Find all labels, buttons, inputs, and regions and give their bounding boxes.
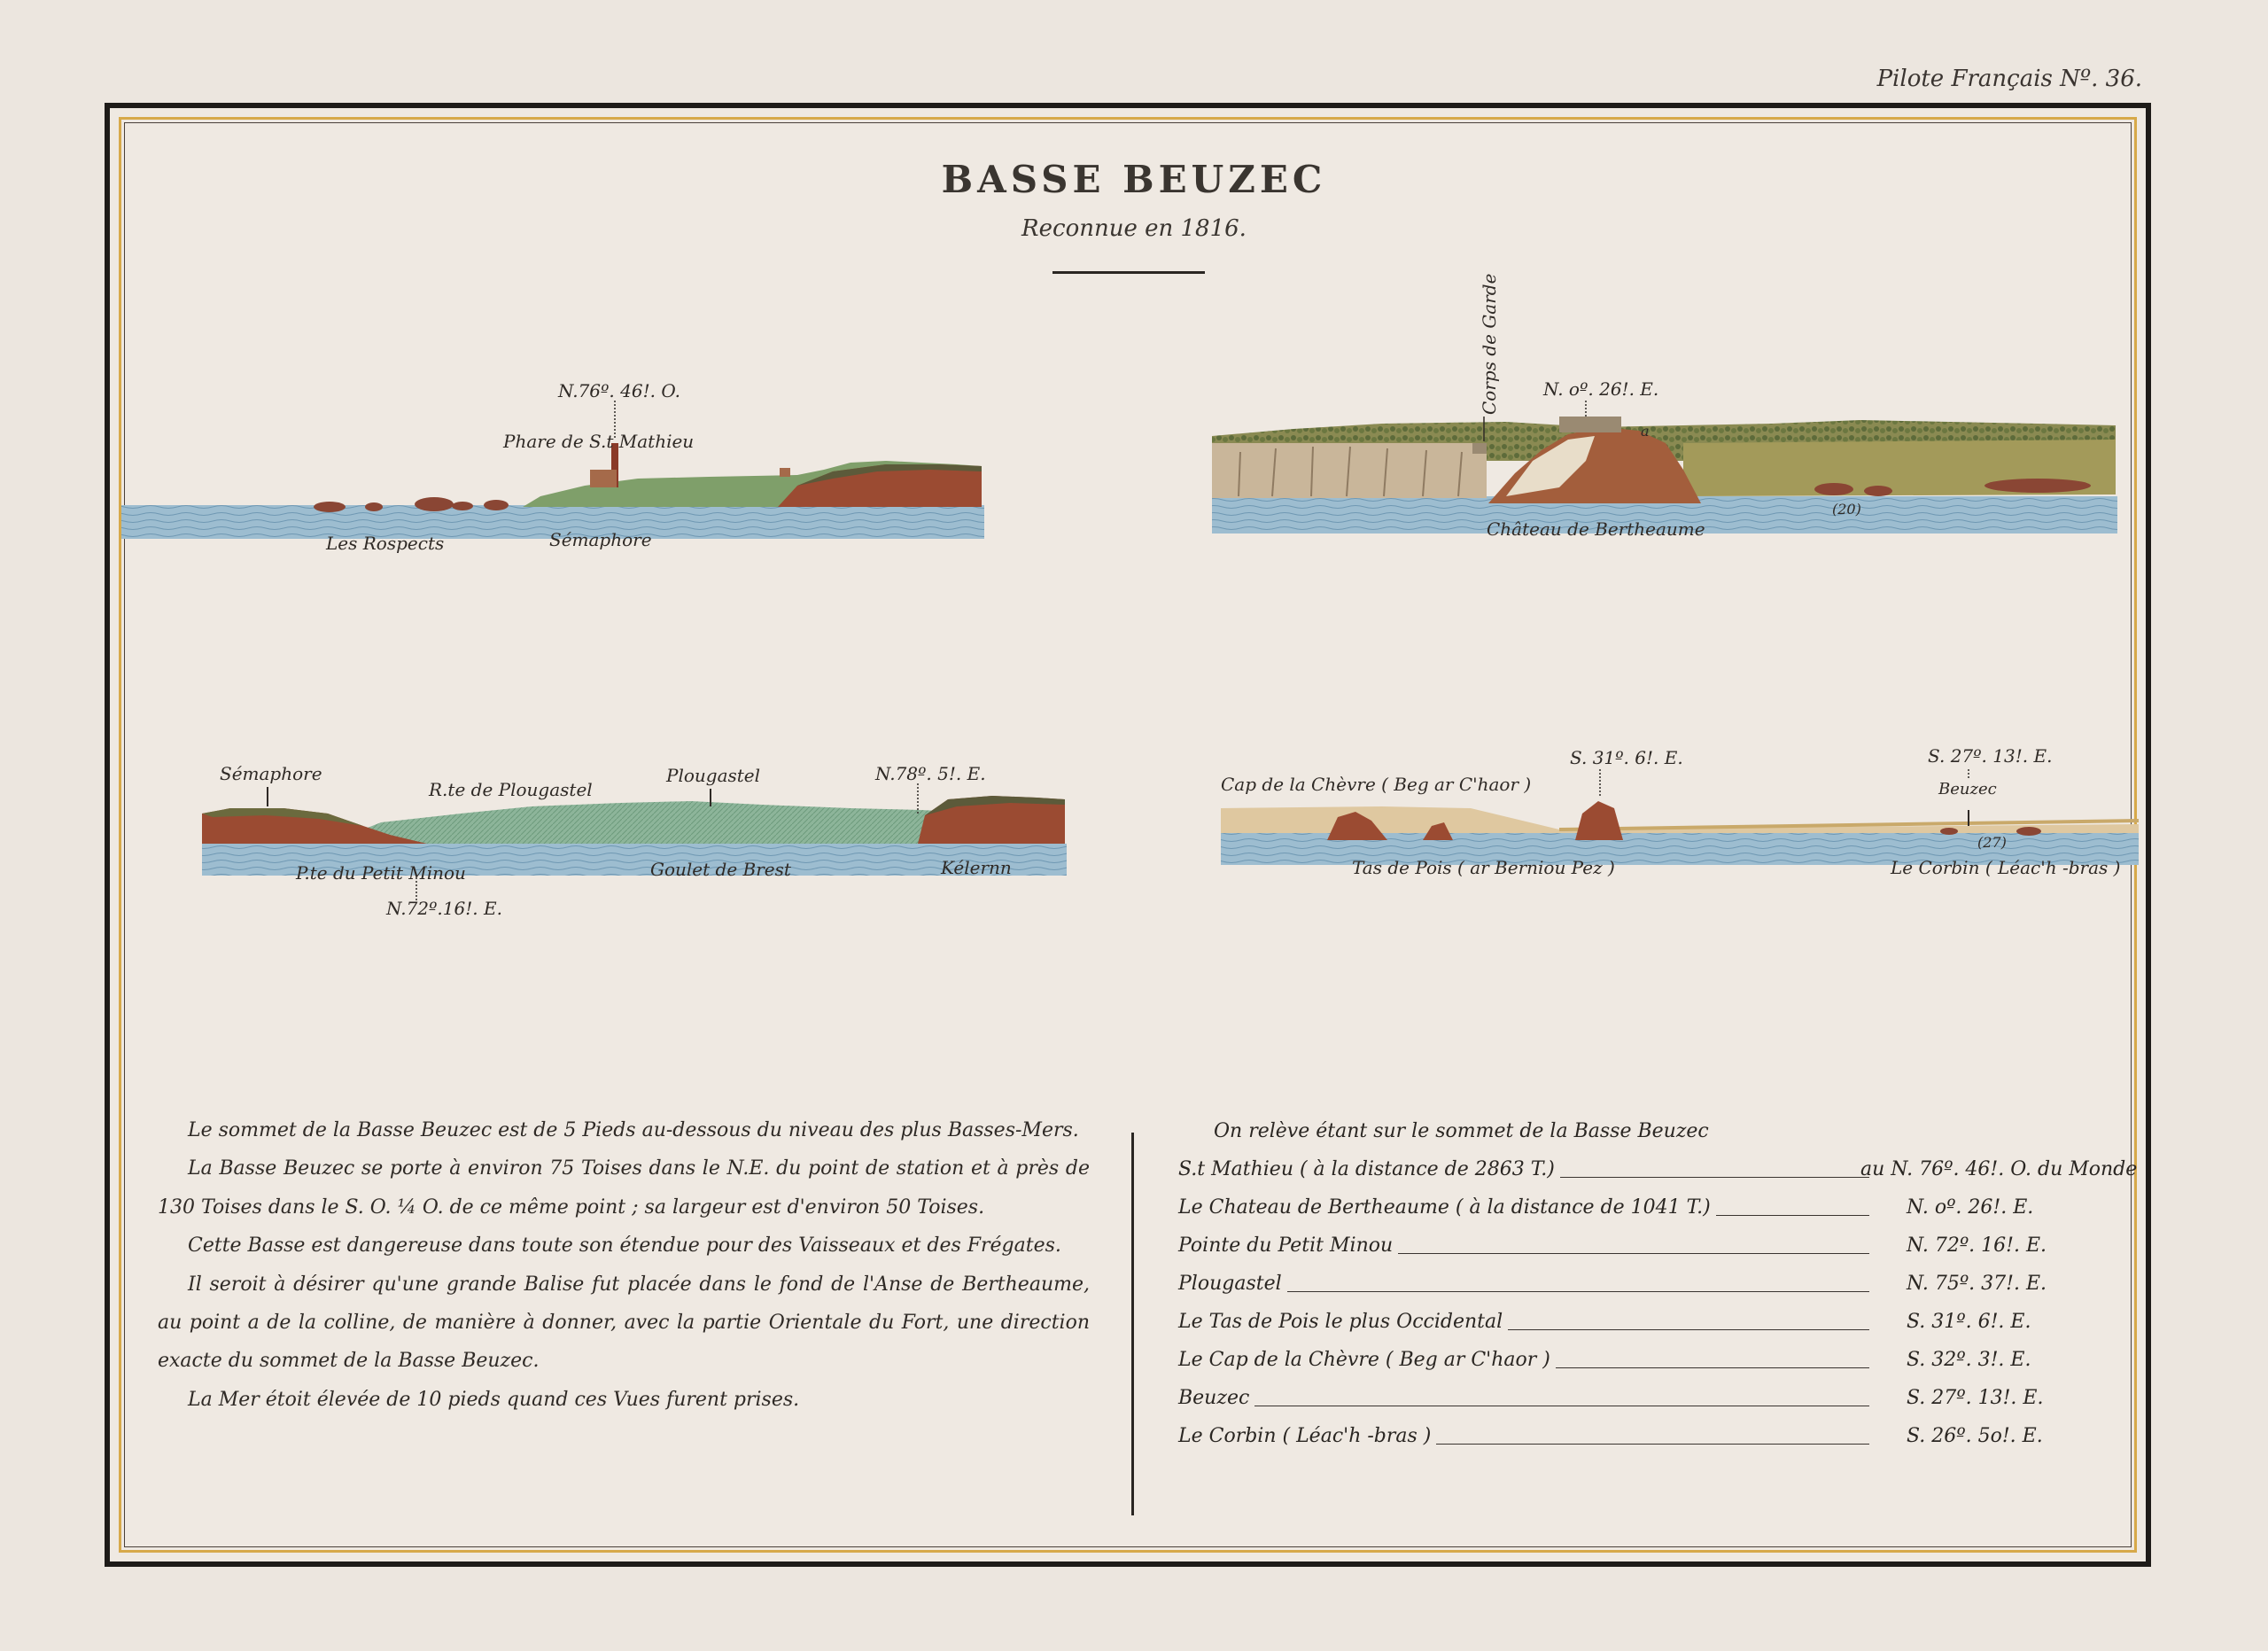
label-goulet-de-brest: Goulet de Brest [650, 859, 791, 880]
view-st-mathieu [121, 380, 984, 554]
label-semaphore: Sémaphore [220, 763, 322, 784]
bearing-place: Le Cap de la Chèvre ( Beg ar C'haor ) [1178, 1341, 1556, 1379]
column-divider [1131, 1133, 1134, 1515]
bearing-row [1178, 1303, 2135, 1341]
bearing-place: Pointe du Petit Minou [1178, 1227, 1398, 1265]
building [780, 468, 790, 477]
bearing-place: Le Chateau de Bertheaume ( à la distance de 1041 T.) [1178, 1188, 1716, 1227]
note-paragraph: Cette Basse est dangereuse dans toute son étendue pour des Vaisseaux et des Frégates. [188, 1234, 1061, 1258]
label-kelernn: Kélernn [941, 857, 1012, 878]
label-depth-20: (20) [1832, 501, 1861, 518]
view-cap-de-la-chevre [1221, 745, 2139, 878]
note-paragraph: La Mer étoit élevée de 10 pieds quand ces Vues furent prises. [188, 1388, 800, 1411]
bearing-value: S. 32º. 3!. E. [1907, 1349, 2031, 1371]
bearing-row [1178, 1188, 2135, 1227]
notes-block [158, 1111, 1090, 1419]
label-beuzec: Beuzec [1938, 780, 1997, 798]
view-goulet-de-brest [202, 763, 1067, 919]
bearing-value: N. 72º. 16!. E. [1907, 1234, 2047, 1257]
bearing-place: Le Corbin ( Léac'h -bras ) [1178, 1417, 1436, 1455]
note-paragraph: Il seroit à désirer qu'une grande Balise fut placée dans le fond de l'Anse de Bertheaume, au point a de la colline, de manière à donner, avec la partie Orientale du Fort, une direction exacte du sommet de la Basse Beuzec. [158, 1273, 1090, 1373]
bearing-row [1178, 1379, 2135, 1417]
bearing-value: au N. 76º. 46!. O. du Monde [1860, 1158, 2138, 1180]
plate-title: BASSE BEUZEC [941, 158, 1327, 201]
bearing-label-bottom: N.72º.16!. E. [386, 898, 502, 919]
label-point-a: a [1641, 423, 1650, 440]
bearing-value: N. oº. 26!. E. [1907, 1196, 2034, 1219]
bearing-place: Plougastel [1178, 1265, 1287, 1303]
abbey-ruins [590, 470, 617, 487]
bearing-row [1178, 1417, 2135, 1455]
label-cap-de-la-chevre: Cap de la Chèvre ( Beg ar C'haor ) [1221, 774, 1532, 795]
bearing-label: N.76º. 46!. O. [558, 380, 680, 401]
bearing-label: N. oº. 26!. E. [1543, 378, 1659, 400]
plougastel-hills [354, 801, 957, 844]
label-tas-de-pois: Tas de Pois ( ar Berniou Pez ) [1352, 857, 1615, 878]
bearings-heading: On relève étant sur le sommet de la Basse Beuzec [1214, 1120, 1709, 1142]
bearing-row [1178, 1341, 2135, 1379]
bearing-value: N. 75º. 37!. E. [1907, 1273, 2047, 1295]
bearing-label-top: N.78º. 5!. E. [875, 763, 986, 784]
chateau-walls [1559, 417, 1621, 432]
bearing-place: Beuzec [1178, 1379, 1254, 1417]
bearing-label-1: S. 31º. 6!. E. [1570, 747, 1683, 768]
bearing-value: S. 27º. 13!. E. [1907, 1387, 2044, 1409]
label-chateau-de-bertheaume: Château de Bertheaume [1487, 518, 1705, 540]
bearing-value: S. 26º. 5o!. E. [1907, 1425, 2043, 1447]
note-paragraph: Le sommet de la Basse Beuzec est de 5 Pieds au-dessous du niveau des plus Basses-Mers. [188, 1119, 1079, 1141]
guardhouse [1472, 443, 1487, 454]
label-le-corbin: Le Corbin ( Léac'h -bras ) [1891, 857, 2121, 878]
label-route-de-plougastel: R.te de Plougastel [429, 779, 593, 800]
bearing-row [1178, 1150, 2138, 1188]
plate-subtitle: Reconnue en 1816. [1021, 215, 1247, 242]
view-bertheaume [1212, 274, 2117, 540]
plate-label: Pilote Français Nº. 36. [1876, 66, 2142, 92]
bearing-row [1178, 1227, 2135, 1265]
bearing-place: Le Tas de Pois le plus Occidental [1178, 1303, 1508, 1341]
bearing-label-2: S. 27º. 13!. E. [1928, 745, 2053, 767]
label-phare-st-mathieu: Phare de S.t Mathieu [503, 431, 695, 452]
label-semaphore: Sémaphore [549, 529, 652, 550]
label-depth-27: (27) [1977, 834, 2007, 851]
bearing-row [1178, 1265, 2135, 1303]
note-paragraph: La Basse Beuzec se porte à environ 75 Toises dans le N.E. du point de station et à près de 130 Toises dans le S. O. ¼ O. de ce même point ; sa largeur est d'environ 50 Toises. [158, 1157, 1090, 1219]
label-pointe-du-petit-minou: P.te du Petit Minou [296, 862, 466, 884]
label-corps-de-garde: Corps de Garde [1479, 273, 1500, 415]
bearing-value: S. 31º. 6!. E. [1907, 1311, 2031, 1333]
bearing-place: S.t Mathieu ( à la distance de 2863 T.) [1178, 1150, 1560, 1188]
label-plougastel: Plougastel [666, 765, 761, 786]
label-les-rospects: Les Rospects [326, 533, 445, 554]
bearings-table [1178, 1113, 2138, 1455]
